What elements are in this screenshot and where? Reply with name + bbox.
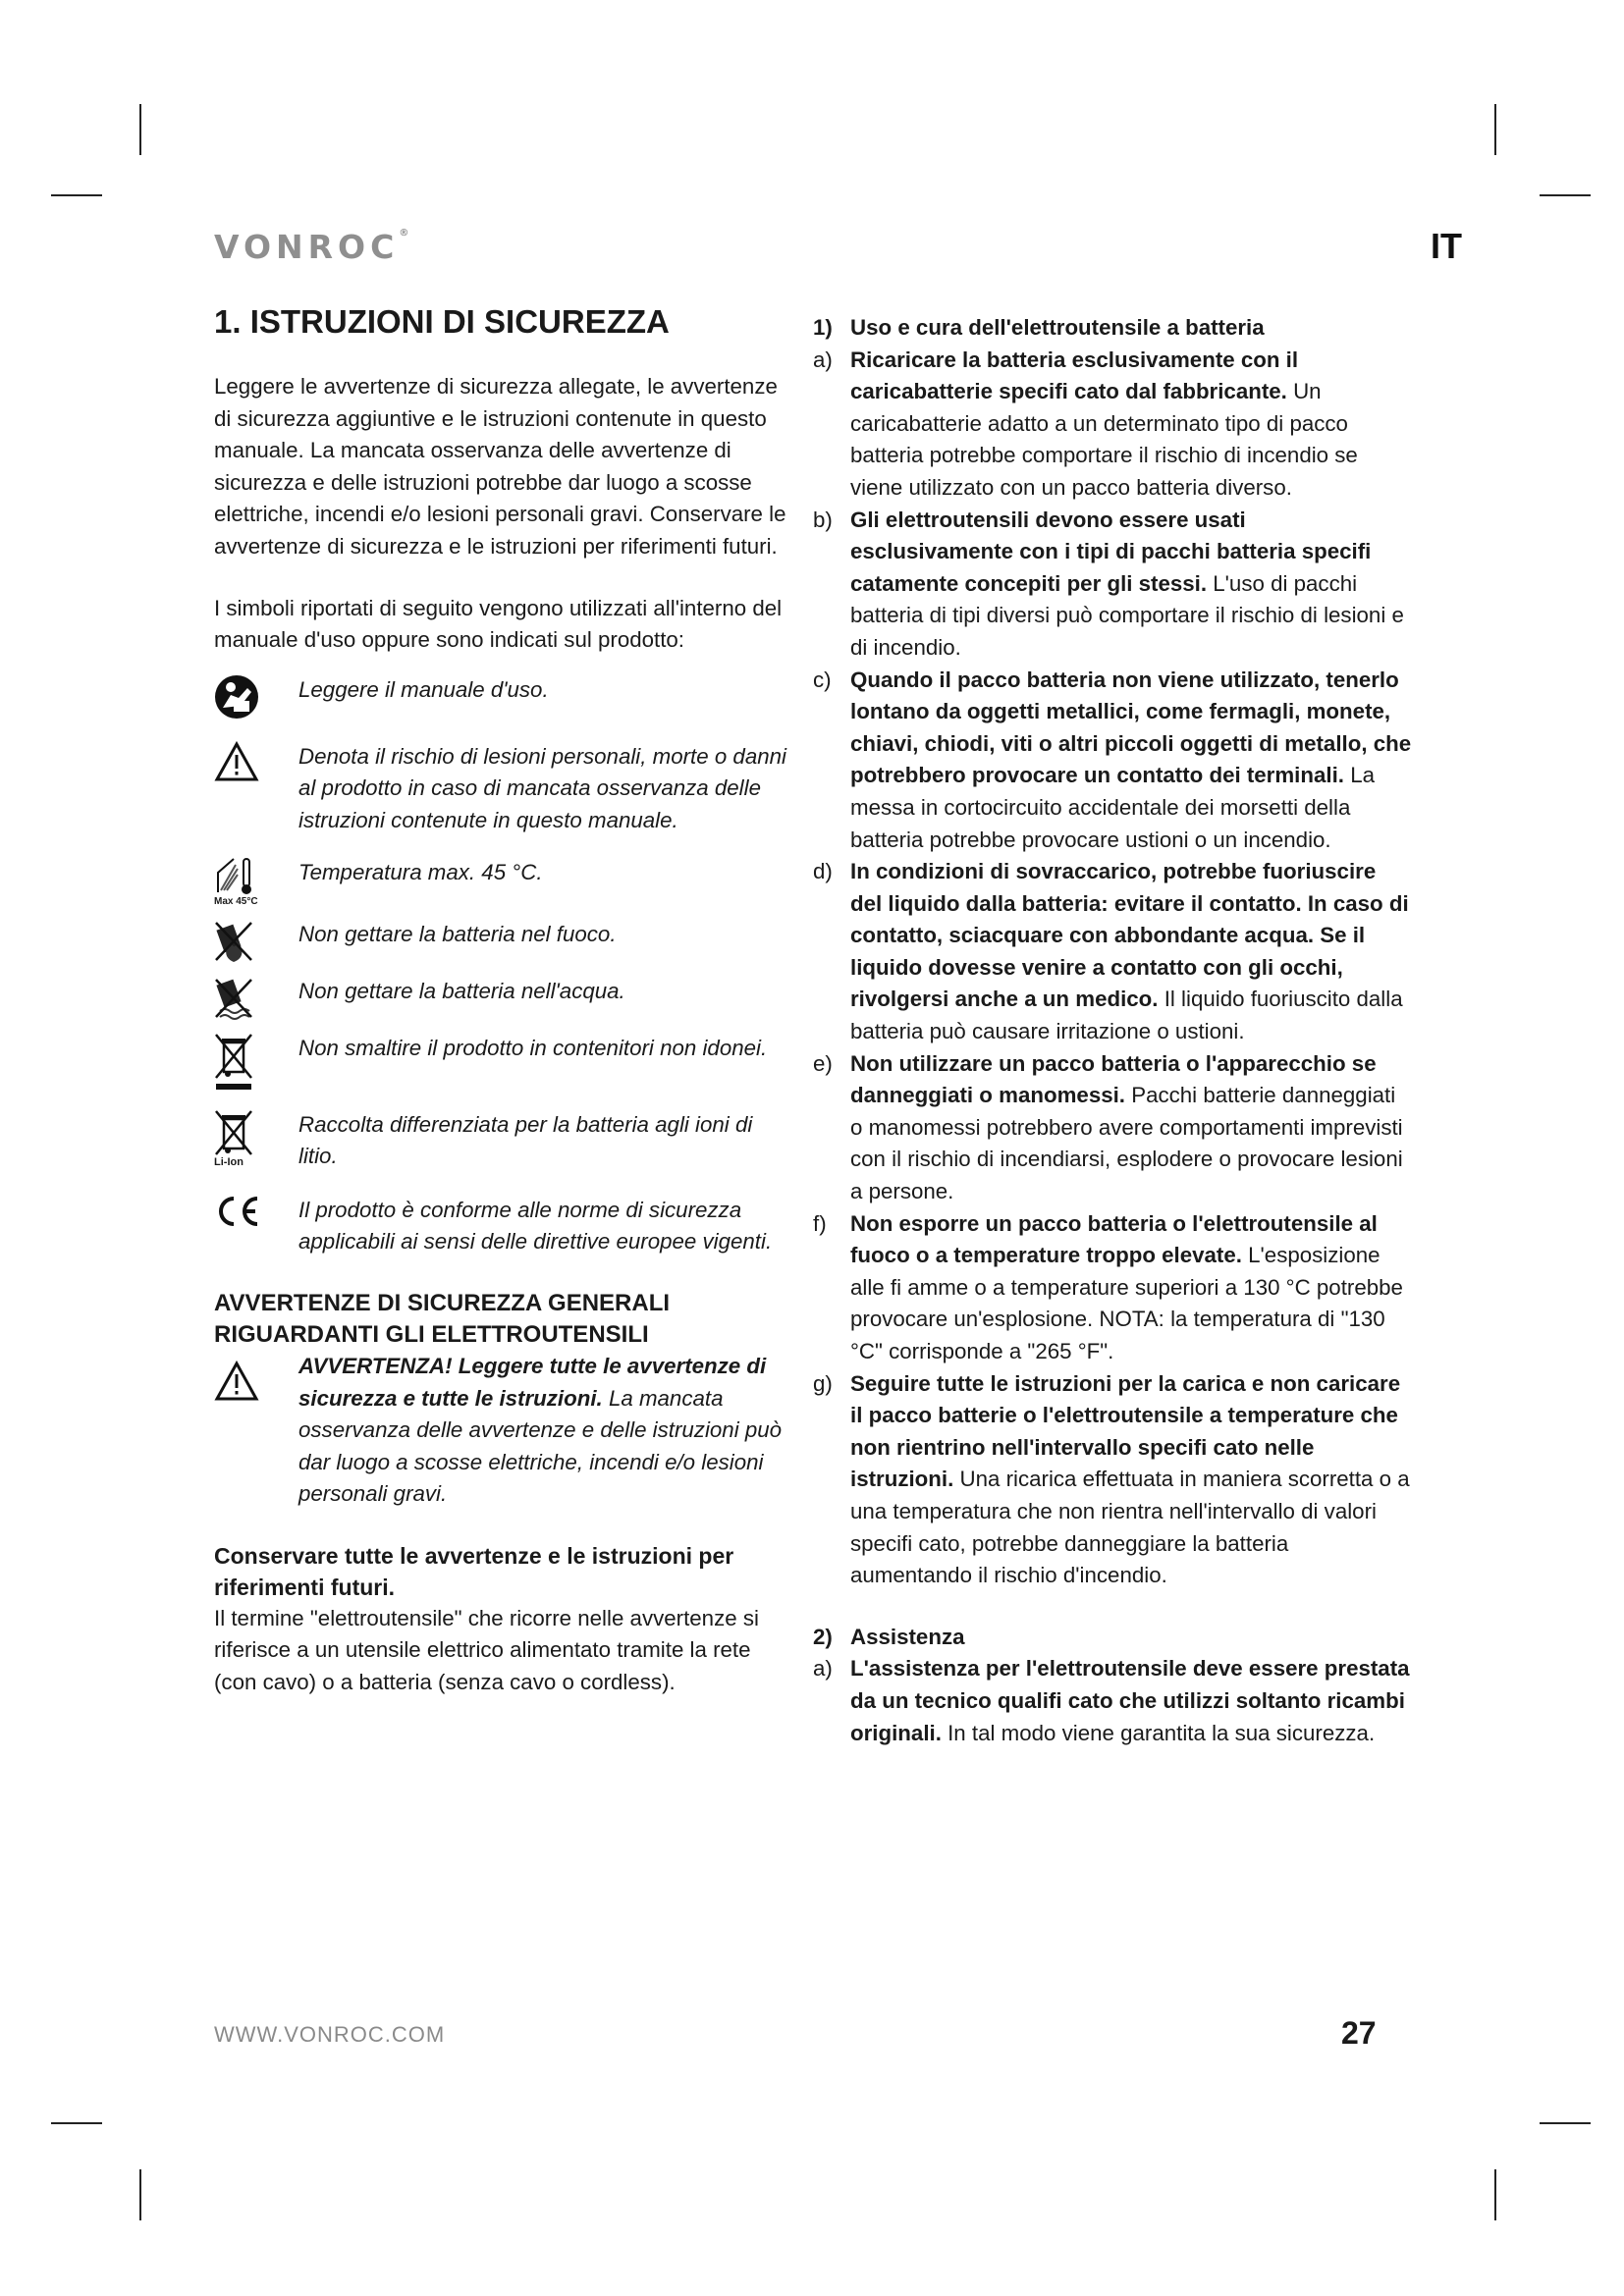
list-item xyxy=(813,1368,1412,1592)
warning-bold-text: AVVERTENZA! Leggere tutte le avvertenze di sicurezza e tutte le istruzioni. xyxy=(298,1353,767,1411)
symbol-text: Non gettare la batteria nel fuoco. xyxy=(298,921,617,946)
list-item xyxy=(813,856,1412,1048)
warning-triangle-icon xyxy=(214,741,259,782)
section-number: 2) xyxy=(813,1624,833,1649)
warning-triangle-icon xyxy=(214,1361,259,1402)
item-label: g) xyxy=(813,1370,833,1396)
warning-text: La mancata osservanza delle avvertenze e delle istruzioni può dar luogo a scosse elettriche, incendi e/o lesioni personali gravi. xyxy=(298,1385,783,1507)
item-label: e) xyxy=(813,1050,833,1076)
symbol-text: Raccolta differenziata per la batteria agli ioni di litio. xyxy=(298,1111,753,1169)
symbol-text: Denota il rischio di lesioni personali, morte o danni al prodotto in caso di mancata osservanza delle istruzioni contenute in questo manuale. xyxy=(298,743,786,832)
general-warnings-heading: AVVERTENZE DI SICUREZZA GENERALI RIGUARDANTI GLI ELETTROUTENSILI xyxy=(214,1289,671,1348)
symbol-row xyxy=(214,976,793,1021)
symbols-intro: I simboli riportati di seguito vengono utilizzati all'interno del manuale d'uso oppure sono indicati sul prodotto: xyxy=(214,595,783,653)
symbol-row xyxy=(214,741,793,837)
item-text: Pacchi batterie danneggiati o manomessi potrebbero avere comportamenti imprevisti con il rischio di incendiarsi, esplodere o provocare lesioni a persone. xyxy=(850,1083,1403,1204)
section-title: Uso e cura dell'elettroutensile a batteria xyxy=(850,315,1265,340)
max-temperature-icon xyxy=(214,857,259,896)
read-manual-icon xyxy=(214,674,259,720)
ce-mark-icon xyxy=(214,1195,261,1228)
item-text: La messa in cortocircuito accidentale dei morsetti della batteria potrebbe provocare ustioni o un incendio. xyxy=(850,763,1375,852)
symbol-row xyxy=(214,1033,793,1092)
list-item xyxy=(813,1653,1412,1749)
item-label: f) xyxy=(813,1210,827,1236)
item-bold-text: Non utilizzare un pacco batteria o l'apparecchio se danneggiati o manomessi. xyxy=(850,1050,1377,1108)
left-column xyxy=(214,302,793,1699)
item-text: Un caricabatterie adatto a un determinato tipo di pacco batteria potrebbe comportare il rischio di incendio se viene utilizzato con un pacco batteria diverso. xyxy=(850,379,1358,500)
item-label: c) xyxy=(813,667,832,692)
li-ion-bin-icon xyxy=(214,1109,253,1156)
section-title: Assistenza xyxy=(850,1624,965,1649)
section-title: 1. ISTRUZIONI DI SICUREZZA xyxy=(214,303,670,340)
symbol-text: Il prodotto è conforme alle norme di sicurezza applicabili ai sensi delle direttive europee vigenti. xyxy=(298,1197,773,1255)
item-label: a) xyxy=(813,1656,833,1682)
crop-mark xyxy=(139,104,141,155)
footer-url: WWW.VONROC.COM xyxy=(214,2022,446,2047)
crop-mark xyxy=(51,2122,102,2124)
symbol-row xyxy=(214,919,793,964)
no-fire-icon xyxy=(214,919,253,964)
keep-instructions-heading: Conservare tutte le avvertenze e le istruzioni per riferimenti futuri. xyxy=(214,1542,734,1600)
crop-mark xyxy=(1494,2169,1496,2220)
general-warning-block xyxy=(214,1351,793,1511)
no-water-icon xyxy=(214,976,253,1021)
li-ion-label: Li-Ion xyxy=(214,1155,244,1168)
item-bold-text: Ricaricare la batteria esclusivamente con il caricabatterie specifi cato dal fabbricante. xyxy=(850,347,1299,404)
symbol-text: Non gettare la batteria nell'acqua. xyxy=(298,978,625,1003)
language-code: IT xyxy=(1431,226,1462,266)
power-tool-definition: Il termine "elettroutensile" che ricorre nelle avvertenze si riferisce a un utensile elettrico alimentato tramite la rete (con cavo) o a batteria (senza cavo o cordless). xyxy=(214,1605,759,1695)
item-label: a) xyxy=(813,347,833,372)
item-text: Il liquido fuoriuscito dalla batteria può causare irritazione o ustioni. xyxy=(850,987,1403,1044)
list-item xyxy=(813,345,1412,505)
symbol-row xyxy=(214,1195,793,1258)
section-heading xyxy=(813,312,1412,345)
list-item xyxy=(813,505,1412,665)
item-bold-text: L'assistenza per l'elettroutensile deve essere prestata da un tecnico qualifi cato che utilizzi soltanto ricambi originali. xyxy=(850,1656,1410,1745)
item-bold-text: Quando il pacco batteria non viene utilizzato, tenerlo lontano da oggetti metallici, come fermagli, monete, chiavi, chiodi, viti o altri piccoli oggetti di metallo, che potrebbero provocare un contatto dei terminali. xyxy=(850,667,1412,788)
item-bold-text: In condizioni di sovraccarico, potrebbe fuoriuscire del liquido dalla batteria: evitare il contatto. In caso di contatto, sciacquare con abbondante acqua. Se il liquido dovesse venire a contatto con gli occhi, rivolgersi anche a un medico. xyxy=(850,859,1409,1012)
section-heading xyxy=(813,1622,1412,1654)
list-item xyxy=(813,665,1412,857)
crop-mark xyxy=(1494,104,1496,155)
crop-mark xyxy=(1540,2122,1591,2124)
max-temperature-label: Max 45°C xyxy=(214,895,258,907)
brand-logo: VONROC® xyxy=(214,228,409,266)
page-number: 27 xyxy=(1341,2015,1377,2051)
symbol-row xyxy=(214,857,793,907)
item-text: In tal modo viene garantita la sua sicurezza. xyxy=(941,1720,1376,1745)
crop-mark xyxy=(51,194,102,196)
item-bold-text: Non esporre un pacco batteria o l'elettroutensile al fuoco o a temperature troppo elevate. xyxy=(850,1210,1378,1268)
item-text: L'esposizione alle fi amme o a temperature superiori a 130 °C potrebbe provocare un'esplosione. NOTA: la temperatura di "130 °C" corrisponde a "265 °F". xyxy=(850,1243,1403,1363)
symbol-row xyxy=(214,674,793,720)
intro-paragraph: Leggere le avvertenze di sicurezza allegate, le avvertenze di sicurezza aggiuntive e le istruzioni contenute in questo manuale. La mancata osservanza delle avvertenze di sicurezza e delle istruzioni potrebbe dar luogo a scosse elettriche, incendi e/o lesioni personali gravi. Conservare le avvertenze di sicurezza e le istruzioni per riferimenti futuri. xyxy=(214,374,786,559)
symbol-text: Leggere il manuale d'uso. xyxy=(298,676,549,702)
item-text: Una ricarica effettuata in maniera scorretta o a una temperatura che non rientra nell'intervallo di valori specifi cato, potrebbe danneggiare la batteria aumentando il rischio d'incendio. xyxy=(850,1467,1410,1588)
crop-mark xyxy=(139,2169,141,2220)
symbol-list xyxy=(214,674,793,1258)
section-number: 1) xyxy=(813,315,833,340)
item-text: L'uso di pacchi batteria di tipi diversi può comportare il rischio di lesioni e di incendio. xyxy=(850,570,1404,660)
symbol-text: Non smaltire il prodotto in contenitori non idonei. xyxy=(298,1035,768,1060)
symbol-row xyxy=(214,1109,793,1173)
crop-mark xyxy=(1540,194,1591,196)
item-bold-text: Gli elettroutensili devono essere usati esclusivamente con i tipi di pacchi batteria specifi catamente concepiti per gli stessi. xyxy=(850,507,1372,596)
list-item xyxy=(813,1208,1412,1368)
item-label: b) xyxy=(813,507,833,532)
right-column xyxy=(813,312,1412,1749)
symbol-text: Temperatura max. 45 °C. xyxy=(298,859,543,884)
crossed-bin-icon xyxy=(214,1033,253,1092)
item-bold-text: Seguire tutte le istruzioni per la carica e non caricare il pacco batterie o l'elettroutensile a temperature che non rientrino nell'intervallo specifi cato nelle istruzioni. xyxy=(850,1370,1401,1492)
item-label: d) xyxy=(813,859,833,884)
list-item xyxy=(813,1048,1412,1208)
